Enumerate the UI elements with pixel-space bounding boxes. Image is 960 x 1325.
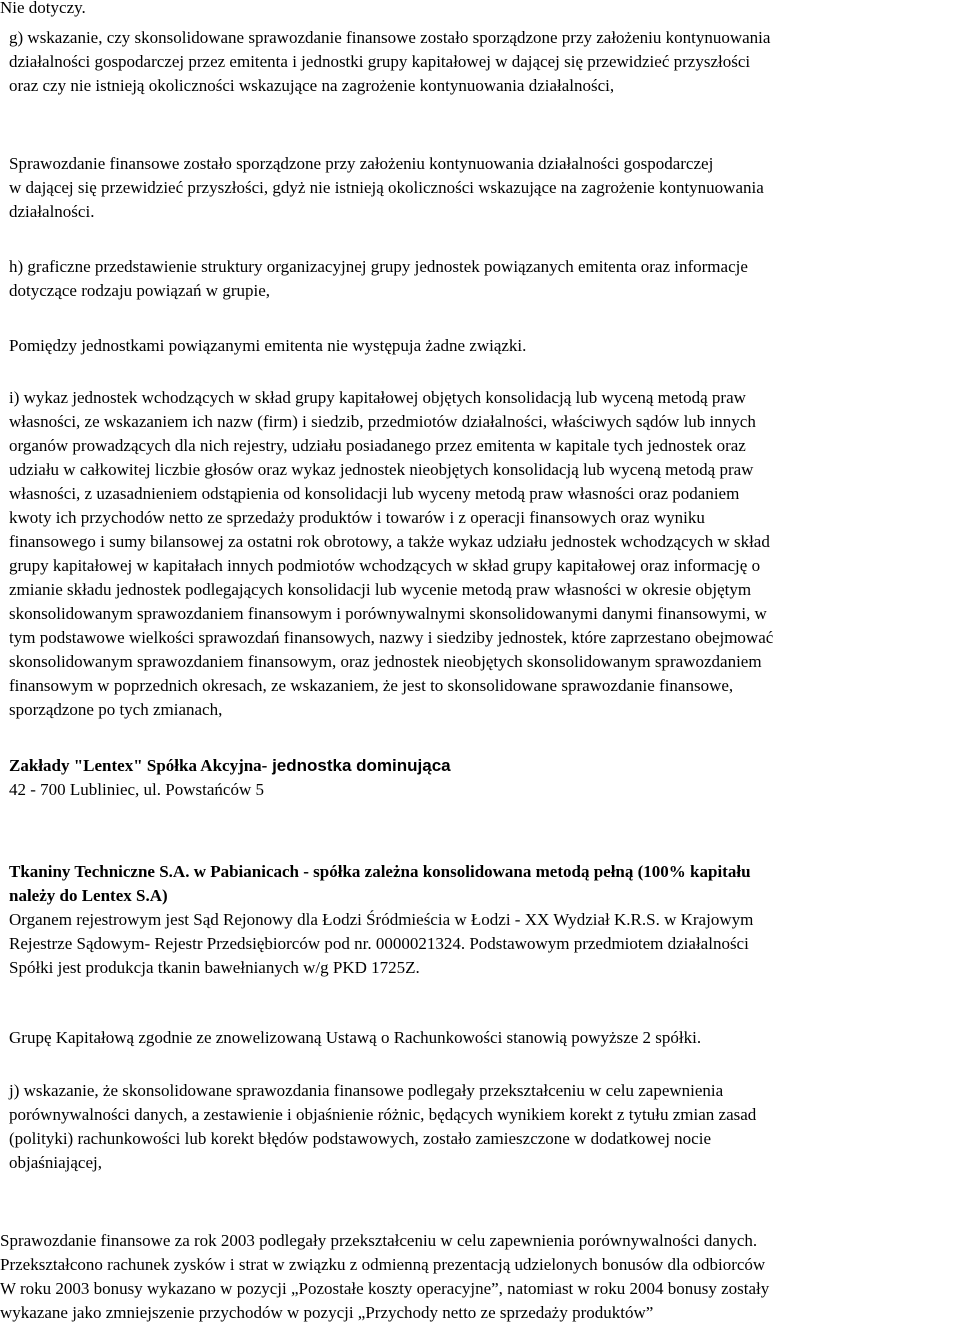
text-line: w dającej się przewidzieć przyszłości, gdyż nie istnieją okoliczności wskazujące na zagrożenie kontynuowania [9,178,764,197]
text-line: kwoty ich przychodów netto ze sprzedaży produktów i towarów i z operacji finansowych oraz wyniku [9,508,705,527]
parent-company-name: Zakłady "Lentex" Spółka Akcyjna- [9,756,268,775]
section-h-question [9,255,748,303]
text-line: h) graficzne przedstawienie struktury organizacyjnej grupy jednostek powiązanych emitenta oraz informacje [9,257,748,276]
section-g-answer [9,152,764,224]
subsidiary-description-line: Spółki jest produkcja tkanin bawełnianych w/g PKD 1725Z. [9,958,420,977]
text-line: oraz czy nie istnieją okoliczności wskazujące na zagrożenie kontynuowania działalności, [9,76,615,95]
text-line: sporządzone po tych zmianach, [9,700,223,719]
group-summary [9,1026,701,1050]
text-line: własności, z uzasadnieniem odstąpienia od konsolidacji lub wyceny metodą praw własności oraz podaniem [9,484,740,503]
text-line: objaśniającej, [9,1153,102,1172]
parent-company-heading [9,754,451,778]
text-line: tym podstawowe wielkości sprawozdań finansowych, nazwy i siedziby jednostek, które zaprzestano obejmować [9,628,774,647]
text-line: skonsolidowanym sprawozdaniem finansowym i porównywalnymi skonsolidowanymi danymi finansowymi, w [9,604,767,623]
text-line: finansowym w poprzednich okresach, ze wskazaniem, że jest to skonsolidowane sprawozdanie finansowe, [9,676,734,695]
text-line: i) wykaz jednostek wchodzących w skład grupy kapitałowej objętych konsolidacją lub wyceną metodą praw [9,388,746,407]
subsidiary-title-line: należy do Lentex S.A) [9,886,168,905]
section-j-question [9,1079,756,1175]
parent-company-block [9,754,451,802]
text-line: działalności gospodarczej przez emitenta i jednostki grupy kapitałowej w dającej się przewidzieć przyszłości [9,52,751,71]
text-line: porównywalności danych, a zestawienie i objaśnienie różnic, będących wynikiem korekt z tytułu zmian zasad [9,1105,757,1124]
section-h-answer [9,334,526,358]
text-line: (polityki) rachunkowości lub korekt błędów podstawowych, zostało zamieszczone w dodatkowej nocie [9,1129,711,1148]
parent-company-role: jednostka dominująca [267,756,451,775]
text-line: g) wskazanie, czy skonsolidowane sprawozdanie finansowe zostało sporządzone przy założeniu kontynuowania [9,28,771,47]
parent-company-address: 42 - 700 Lubliniec, ul. Powstańców 5 [9,780,264,799]
text-line: dotyczące rodzaju powiązań w grupie, [9,281,271,300]
text-line: Sprawozdanie finansowe zostało sporządzone przy założeniu kontynuowania działalności gospodarczej [9,154,714,173]
section-g-question [9,26,770,98]
text-line: własności, ze wskazaniem ich nazw (firm) i siedzib, przedmiotów działalności, właściwych sądów lub innych [9,412,756,431]
intro-text [0,0,86,20]
text-line: organów prowadzących dla nich rejestry, udziału posiadanego przez emitenta w kapitale tych jednostek oraz [9,436,746,455]
text-line: j) wskazanie, że skonsolidowane sprawozdania finansowe podlegały przekształceniu w celu zapewnienia [9,1081,724,1100]
section-j-answer [0,1229,769,1325]
text-line: zmianie składu jednostek podlegających konsolidacji lub wycenie metodą praw własności w okresie objętym [9,580,752,599]
text-line: W roku 2003 bonusy wykazano w pozycji „Pozostałe koszty operacyjne”, natomiast w roku 2004 bonusy zostały [0,1279,770,1298]
text-line: Przekształcono rachunek zysków i strat w związku z odmienną prezentacją udzielonych bonusów dla odbiorców [0,1255,766,1274]
text-line: Pomiędzy jednostkami powiązanymi emitenta nie występuja żadne związki. [9,336,527,355]
text-line: wykazane jako zmniejszenie przychodów w pozycji „Przychody netto ze sprzedaży produktów” [0,1303,654,1322]
text-line: skonsolidowanym sprawozdaniem finansowym, oraz jednostek nieobjętych skonsolidowanym sprawozdaniem [9,652,762,671]
subsidiary-description-line: Rejestrze Sądowym- Rejestr Przedsiębiorców pod nr. 0000021324. Podstawowym przedmiotem działalności [9,934,749,953]
subsidiary-block [9,860,753,980]
section-i-question [9,386,773,722]
text-line: działalności. [9,202,95,221]
text-line: Sprawozdanie finansowe za rok 2003 podlegały przekształceniu w celu zapewnienia porównywalności danych. [0,1231,758,1250]
subsidiary-description-line: Organem rejestrowym jest Sąd Rejonowy dla Łodzi Śródmieścia w Łodzi - XX Wydział K.R.S. w Krajowym [9,910,754,929]
text-line: grupy kapitałowej w kapitałach innych podmiotów wchodzących w skład grupy kapitałowej oraz informację o [9,556,761,575]
text-line: Nie dotyczy. [0,0,86,17]
text-line: udziału w całkowitej liczbie głosów oraz wykaz jednostek nieobjętych konsolidacją lub wyceną metodą praw [9,460,754,479]
text-line: Grupę Kapitałową zgodnie ze znowelizowaną Ustawą o Rachunkowości stanowią powyższe 2 spółki. [9,1028,702,1047]
subsidiary-title-line: Tkaniny Techniczne S.A. w Pabianicach - spółka zależna konsolidowana metodą pełną (100% kapitału [9,862,751,881]
text-line: finansowego i sumy bilansowej za ostatni rok obrotowy, a także wykaz udziału jednostek wchodzących w skład [9,532,770,551]
